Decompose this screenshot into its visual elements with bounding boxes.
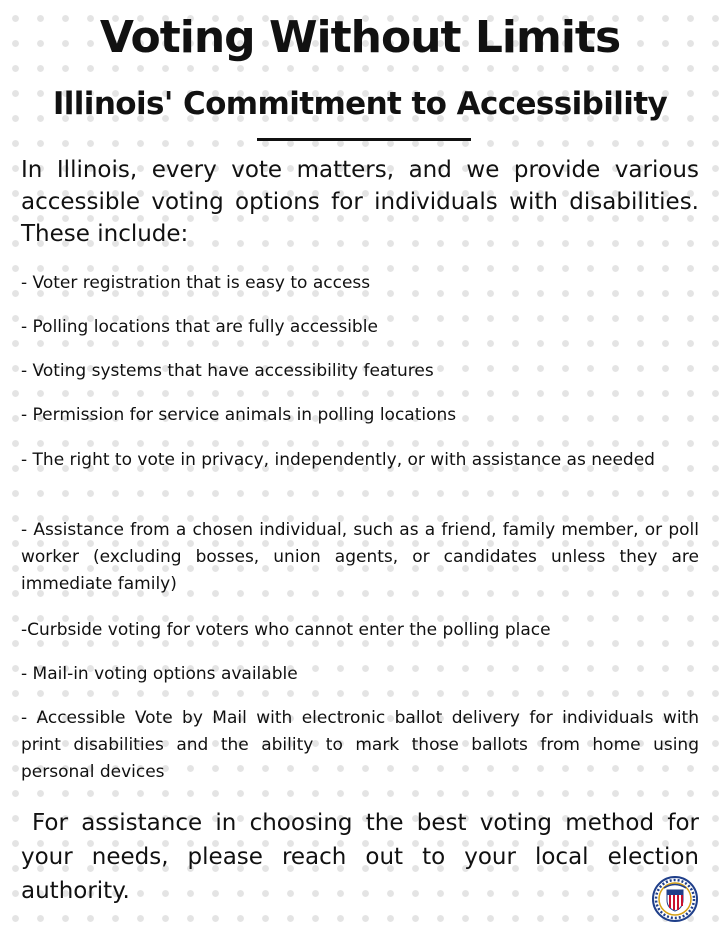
- page-subtitle: Illinois' Commitment to Accessibility: [52, 86, 668, 122]
- title-divider: [257, 138, 471, 141]
- list-item: - Permission for service animals in polling locations: [21, 405, 457, 425]
- list-item: - Accessible Vote by Mail with electronic ballot delivery for individuals with print disabilities and the ability to mark those ballots from home using personal devices: [21, 708, 699, 782]
- list-item: - Mail-in voting options available: [21, 664, 298, 684]
- list-item: -Curbside voting for voters who cannot enter the polling place: [21, 620, 551, 640]
- page-title: Voting Without Limits: [99, 12, 621, 63]
- list-item: - Assistance from a chosen individual, such as a friend, family member, or poll worker (excluding bosses, union agents, or candidates unless they are immediate family): [21, 520, 699, 594]
- closing-paragraph: For assistance in choosing the best voting method for your needs, please reach out to your local election authority.: [21, 810, 699, 904]
- list-item: - Voter registration that is easy to access: [21, 273, 371, 293]
- list-item: - Polling locations that are fully accessible: [21, 317, 378, 337]
- state-seal-icon: [652, 876, 698, 922]
- list-item: - The right to vote in privacy, independently, or with assistance as needed: [21, 450, 655, 470]
- intro-paragraph: In Illinois, every vote matters, and we provide various accessible voting options for individuals with disabilities. These include:: [21, 157, 699, 247]
- list-item: - Voting systems that have accessibility features: [21, 361, 434, 381]
